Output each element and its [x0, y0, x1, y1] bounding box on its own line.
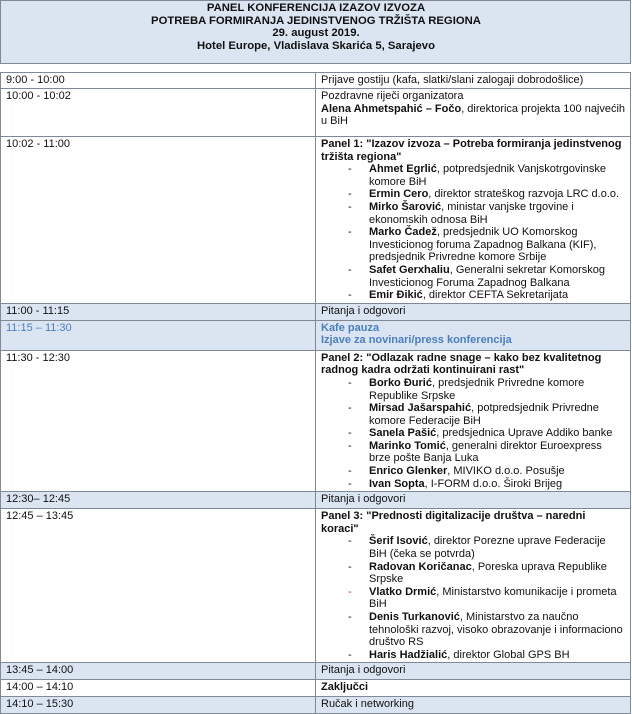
row-time: 14:10 – 15:30: [1, 697, 316, 714]
dash-marker: -: [348, 585, 352, 598]
row-text: Prijave gostiju (kafa, slatki/slani zalogaji dobrodošlice): [316, 73, 631, 89]
panel-2: [316, 350, 631, 492]
speaker-item: [348, 163, 626, 188]
speaker-name: Ivan Sopta: [369, 477, 425, 490]
agenda-row: [1, 320, 631, 350]
speaker-item: [348, 188, 626, 201]
dash-marker: -: [348, 648, 352, 661]
speaker-item: [348, 289, 626, 302]
speaker-name: Radovan Koričanac: [369, 560, 472, 573]
speaker-name: Safet Gerxhaliu: [369, 263, 450, 276]
row-text: Pitanja i odgovori: [316, 303, 631, 320]
conference-venue: Hotel Europe, Vladislava Skarića 5, Sarajevo: [197, 39, 435, 52]
speaker-name: Borko Đurić: [369, 376, 432, 389]
dash-marker: -: [348, 376, 352, 389]
panel-title: Panel 1: "Izazov izvoza – Potreba formiranja jedinstvenog tržišta regiona": [321, 138, 622, 163]
agenda-row: [1, 303, 631, 320]
speaker-name: Enrico Glenker: [369, 465, 448, 478]
row-time: 12:30– 12:45: [1, 492, 316, 509]
dash-marker: -: [348, 535, 352, 548]
speaker-name: Mirsad Jašarspahić: [369, 402, 472, 415]
row-content: [316, 89, 631, 137]
speaker-role: , potpredsjednik Vanjskotrgovinske komore BiH: [369, 163, 607, 188]
speaker-item: [348, 201, 626, 226]
agenda-row: [1, 73, 631, 89]
speaker-item: [348, 478, 626, 491]
speaker-role: , Ministarstvo za naučno tehnološki razvoj, visoko obrazovanje i informaciono društvo RS: [369, 611, 623, 649]
dash-marker: -: [348, 289, 352, 302]
speaker-role: , Generalni sekretar Komorskog Investicionog Foruma Zapadnog Balkana: [369, 263, 605, 289]
speaker-role: , potpredsjednik Privredne komore Federacije BiH: [369, 402, 599, 427]
speaker-role: , I-FORM d.o.o. Široki Brijeg: [424, 477, 563, 490]
speaker-item: [348, 561, 626, 586]
speaker-name: Denis Turkanović: [369, 611, 460, 623]
speaker-role: , direktorica projekta 100 najvećih u BiH: [321, 102, 626, 128]
row-time: 12:45 – 13:45: [1, 509, 316, 663]
welcome-speaker: [321, 103, 626, 128]
row-text: Pitanja i odgovori: [316, 492, 631, 509]
agenda-header: [1, 1, 631, 64]
speaker-role: , Poreska uprava Republike Srpske: [369, 560, 607, 586]
break-title: Kafe pauza: [321, 321, 380, 334]
agenda-row: [1, 680, 631, 697]
row-text: Zaključci: [316, 680, 631, 697]
dash-marker: -: [348, 427, 352, 440]
row-time: 10:02 - 11:00: [1, 137, 316, 304]
speaker-role: , predsjednik Privredne komore Republike Srpske: [369, 376, 585, 402]
dash-marker: -: [348, 226, 352, 239]
row-time: 11:15 – 11:30: [1, 320, 316, 350]
coffee-break: [316, 320, 631, 350]
speaker-name: Sanela Pašić: [369, 427, 437, 440]
dash-marker: -: [348, 402, 352, 415]
speaker-item: [348, 402, 626, 427]
agenda-row: [1, 137, 631, 304]
speaker-role: , Ministarstvo komunikacije i prometa BiH: [369, 585, 617, 611]
row-time: 13:45 – 14:00: [1, 663, 316, 680]
break-subtitle: Izjave za novinari/press konferencija: [321, 334, 512, 347]
speaker-item: [348, 427, 626, 440]
dash-marker: -: [348, 263, 352, 276]
speaker-item: [348, 535, 626, 560]
speaker-name: Alena Ahmetspahić – Fočo: [321, 102, 462, 115]
row-time: 14:00 – 14:10: [1, 680, 316, 697]
speaker-item: [348, 611, 626, 649]
speaker-name: Vlatko Drmić: [369, 585, 437, 598]
agenda-row: [1, 89, 631, 137]
speaker-list: [321, 377, 626, 490]
speaker-role: , direktor strateškog razvoja LRC d.o.o.: [428, 188, 620, 201]
row-time: 10:00 - 10:02: [1, 89, 316, 137]
dash-marker: -: [348, 200, 352, 213]
dash-marker: -: [348, 560, 352, 573]
conference-date: 29. august 2019.: [272, 27, 360, 40]
speaker-name: Emir Đikić: [369, 289, 423, 302]
conference-subtitle: POTREBA FORMIRANJA JEDINSTVENOG TRŽIŠTA REGIONA: [151, 14, 481, 27]
panel-title: Panel 3: "Prednosti digitalizacije društva – naredni koraci": [321, 510, 586, 535]
speaker-item: [348, 226, 626, 264]
header-cell: [1, 1, 631, 64]
speaker-item: [348, 586, 626, 611]
agenda-row: [1, 697, 631, 714]
speaker-item: [348, 440, 626, 465]
agenda-row: [1, 350, 631, 492]
agenda-row: [1, 492, 631, 509]
panel-title: Panel 2: "Odlazak radne snage – kako bez kvalitetnog radnog kadra održati kontinuirani rast": [321, 351, 602, 377]
speaker-role: , predsjednik UO Komorskog Investicionog foruma Zapadnog Balkana (KIF), predsjednik Privredne komore Srbije: [369, 226, 597, 264]
header-spacer: [1, 64, 631, 73]
agenda-row: [1, 509, 631, 663]
speaker-role: , generalni direktor Euroexpress brze pošte Banja Luka: [369, 439, 602, 465]
speaker-name: Mirko Šarović: [369, 200, 442, 213]
speaker-name: Ermin Cero: [369, 188, 429, 201]
agenda-row: [1, 663, 631, 680]
dash-marker: -: [348, 188, 352, 201]
panel-3: [316, 509, 631, 663]
speaker-list: [321, 535, 626, 661]
speaker-name: Ahmet Egrlić: [369, 163, 437, 176]
speaker-role: , direktor Porezne uprave Federacije BiH (čeka se potvrda): [369, 535, 606, 561]
speaker-name: Haris Hadžialić: [369, 648, 448, 661]
speaker-name: Marinko Tomić: [369, 439, 446, 452]
speaker-role: , direktor Global GPS BH: [447, 648, 570, 661]
row-time: 9:00 - 10:00: [1, 73, 316, 89]
row-time: 11:00 - 11:15: [1, 303, 316, 320]
conference-title: PANEL KONFERENCIJA IZAZOV IZVOZA: [206, 2, 426, 14]
row-text: Pozdravne riječi organizatora: [321, 90, 464, 102]
dash-marker: -: [348, 163, 352, 176]
row-text: Ručak i networking: [316, 697, 631, 714]
speaker-name: Šerif Isović: [369, 535, 428, 548]
speaker-role: , MIVIKO d.o.o. Posušje: [447, 465, 565, 478]
dash-marker: -: [348, 477, 352, 490]
speaker-list: [321, 163, 626, 302]
panel-1: [316, 137, 631, 304]
speaker-role: , ministar vanjske trgovine i ekonomskih odnosa BiH: [369, 200, 574, 226]
speaker-item: [348, 649, 626, 662]
speaker-name: Marko Čadež: [369, 226, 437, 239]
row-time: 11:30 - 12:30: [1, 350, 316, 492]
row-text: Pitanja i odgovori: [316, 663, 631, 680]
speaker-role: , predsjednica Uprave Addiko banke: [436, 427, 613, 440]
dash-marker: -: [348, 465, 352, 478]
speaker-role: , direktor CEFTA Sekretarijata: [422, 289, 569, 302]
speaker-item: [348, 377, 626, 402]
speaker-item: [348, 465, 626, 478]
speaker-item: [348, 264, 626, 289]
dash-marker: -: [348, 611, 352, 623]
dash-marker: -: [348, 439, 352, 452]
